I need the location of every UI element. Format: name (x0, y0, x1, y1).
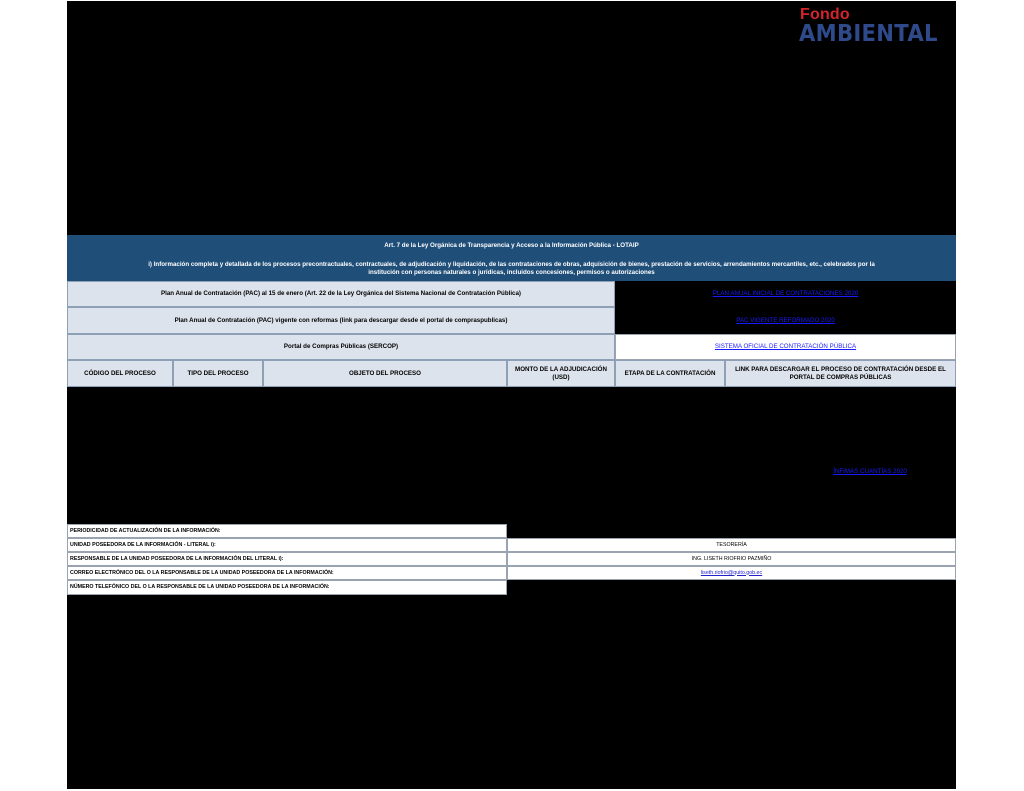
infimas-cuantias-link[interactable]: ÍNFIMAS CUANTÍAS 2020 (833, 468, 907, 475)
footer-label-telefono: NÚMERO TELEFÓNICO DEL O LA RESPONSABLE DE LA UNIDAD POSEEDORA DE LA INFORMACIÓN: (67, 580, 507, 595)
pac-reformed-link[interactable]: PAC VIGENTE REFORMADO 2020 (736, 316, 835, 324)
pac-reformed-link-cell (615, 307, 956, 334)
column-header-monto: MONTO DE LA ADJUDICACIÓN (USD) (507, 360, 615, 387)
pac-initial-label: Plan Anual de Contratación (PAC) al 15 de enero (Art. 22 de la Ley Orgánica del Sistema Nacional de Contratación Pública) (67, 281, 615, 307)
sercop-link-cell (615, 334, 956, 360)
column-header-etapa: ETAPA DE LA CONTRATACIÓN (615, 360, 725, 387)
footer-value-unidad: TESORERÍA (507, 538, 956, 552)
pac-initial-link[interactable]: PLAN ANUAL INICIAL DE CONTRATACIONES 2020 (712, 290, 859, 297)
footer-value-responsable: ING. LISETH RIOFRIO PAZMIÑO (507, 552, 956, 566)
footer-value-correo-cell (507, 566, 956, 580)
footer-label-periodicidad: PERIODICIDAD DE ACTUALIZACIÓN DE LA INFORMACIÓN: (67, 524, 507, 538)
sercop-link[interactable]: SISTEMA OFICIAL DE CONTRATACIÓN PÚBLICA (714, 343, 857, 350)
document-sheet (67, 1, 956, 789)
fondo-ambiental-logo (800, 6, 950, 52)
logo-text-top: Fondo (800, 6, 850, 23)
literal-i-description: i) Información completa y detallada de los procesos precontractuales, contractuales, de adjudicación y liquidación, de las contrataciones de obras, adquisición de bienes, prestación de servicios, arrendamientos mercantiles, etc., celebrados por la institución con personas naturales o jurídicas, incluidos concesiones, permisos o autorizaciones (67, 257, 956, 281)
footer-label-unidad: UNIDAD POSEEDORA DE LA INFORMACIÓN - LITERAL i): (67, 538, 507, 552)
footer-label-responsable: RESPONSABLE DE LA UNIDAD POSEEDORA DE LA INFORMACIÓN DEL LITERAL i): (67, 552, 507, 566)
logo-text-bottom: AMBIENTAL (799, 21, 938, 47)
column-header-tipo: TIPO DEL PROCESO (173, 360, 263, 387)
table-row (820, 466, 920, 478)
footer-label-correo: CORREO ELECTRÓNICO DEL O LA RESPONSABLE DE LA UNIDAD POSEEDORA DE LA INFORMACIÓN: (67, 566, 507, 580)
pac-initial-link-cell (615, 281, 956, 307)
column-header-codigo: CÓDIGO DEL PROCESO (67, 360, 173, 387)
lotaip-title: Art. 7 de la Ley Orgánica de Transparencia y Acceso a la Información Pública - LOTAIP (67, 235, 956, 257)
email-link[interactable]: liseth.riofrio@quito.gob.ec (700, 569, 763, 576)
sercop-label: Portal de Compras Públicas (SERCOP) (67, 334, 615, 360)
pac-reformed-label: Plan Anual de Contratación (PAC) vigente con reformas (link para descargar desde el portal de compraspublicas) (67, 307, 615, 334)
column-header-link: LINK PARA DESCARGAR EL PROCESO DE CONTRATACIÓN DESDE EL PORTAL DE COMPRAS PÚBLICAS (725, 360, 956, 387)
column-header-objeto: OBJETO DEL PROCESO (263, 360, 507, 387)
